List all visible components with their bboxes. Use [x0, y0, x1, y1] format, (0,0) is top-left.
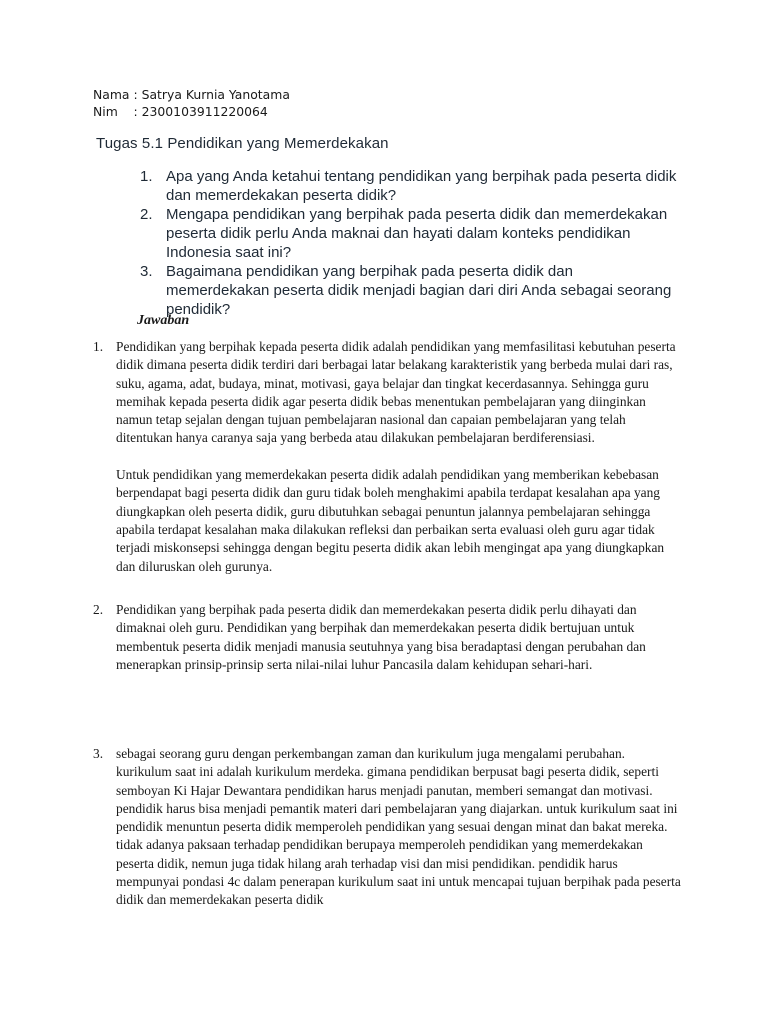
- assignment-title: Tugas 5.1 Pendidikan yang Memerdekakan: [96, 135, 389, 152]
- answer-number: 1.: [93, 339, 104, 354]
- student-nim: Nim : 2300103911220064: [93, 104, 268, 119]
- answers-heading: Jawaban: [137, 313, 190, 328]
- answer-paragraph: Untuk pendidikan yang memerdekakan peserta didik adalah pendidikan yang memberikan kebebasan berpendapat bagi peserta didik dan guru tidak boleh menghakimi apabila terdapat kesalahan apa yang diungkapkan oleh peserta didik, guru dibutuhkan sebagai penuntun jalannya pembelajaran sehingga apabila terdapat kesalahan maka dilakukan refleksi dan perbaikan serta evaluasi oleh guru agar tidak terjadi miskonsepsi sehingga dengan begitu peserta didik akan lebih mengingat apa yang diungkapkan dan diluruskan oleh gurunya.: [116, 467, 665, 574]
- question-item: [140, 167, 680, 205]
- answer-paragraph: Pendidikan yang berpihak kepada peserta didik adalah pendidikan yang memfasilitasi kebutuhan peserta didik dimana peserta didik terdiri dari berbagai latar belakang karakteristik yang berbeda mulai dari ras, suku, agama, adat, budaya, minat, motivasi, gaya belajar dan tingkat kecerdasannya. Sehingga guru memihak kepada peserta didik agar peserta didik bebas menentukan pembelajaran yang diinginkan namun tetap sejalan dengan tujuan pembelajaran nasional dan capaian pembelajaran yang telah ditentukan hanya caranya saja yang berbeda atau dilakukan pembelajaran berdiferensiasi.: [116, 339, 676, 446]
- question-text: Mengapa pendidikan yang berpihak pada peserta didik dan memerdekakan peserta didik perlu Anda maknai dan hayati dalam konteks pendidikan Indonesia saat ini?: [166, 206, 668, 261]
- question-item: [140, 262, 680, 319]
- question-number: 2.: [140, 206, 153, 223]
- answer-body: [116, 338, 683, 576]
- answer-item: [93, 601, 683, 674]
- question-number: 3.: [140, 263, 153, 280]
- question-text: Bagaimana pendidikan yang berpihak pada peserta didik dan memerdekakan peserta didik menjadi bagian dari diri Anda sebagai seorang pendidik?: [166, 263, 672, 318]
- answer-body: [116, 745, 683, 910]
- answer-item: [93, 745, 683, 910]
- answer-paragraph: Pendidikan yang berpihak pada peserta didik dan memerdekakan peserta didik perlu dihayati dan dimaknai oleh guru. Pendidikan yang berpihak dan memerdekakan peserta didik bertujuan untuk membentuk peserta didik menjadi manusia seutuhnya yang bisa beradaptasi dengan perubahan dan menerapkan prinsip-prinsip serta nilai-nilai luhur Pancasila dalam kehidupan sehari-hari.: [116, 602, 646, 672]
- student-identity: [93, 86, 290, 120]
- answer-number: 3.: [93, 746, 104, 761]
- question-item: [140, 205, 680, 262]
- question-list: [140, 167, 680, 319]
- question-number: 1.: [140, 168, 153, 185]
- answer-number: 2.: [93, 602, 104, 617]
- answer-item: [93, 338, 683, 576]
- answer-paragraph: sebagai seorang guru dengan perkembangan zaman dan kurikulum juga mengalami perubahan. kurikulum saat ini adalah kurikulum merdeka. gimana pendidikan berpusat bagi peserta didik, seperti semboyan Ki Hajar Dewantara pendidikan harus menjadi panutan, memberi semangat dan motivasi. pendidik harus bisa menjadi pemantik materi dari pembelajaran yang diajarkan. untuk kurikulum saat ini pendidik menuntun peserta didik memperoleh pendidikan yang sesuai dengan minat dan bakat mereka. tidak adanya paksaan terhadap pendidikan berupaya memperoleh pendidikan yang memerdekakan peserta didik, nemun juga tidak hilang arah terhadap visi dan misi pendidikan. pendidik harus mempunyai pondasi 4c dalam penerapan kurikulum saat ini untuk mencapai tujuan berpihak pada peserta didik dan memerdekakan peserta didik: [116, 746, 681, 908]
- student-name: Nama : Satrya Kurnia Yanotama: [93, 87, 290, 102]
- question-text: Apa yang Anda ketahui tentang pendidikan yang berpihak pada peserta didik dan memerdekakan peserta didik?: [166, 168, 677, 204]
- answer-body: [116, 601, 683, 674]
